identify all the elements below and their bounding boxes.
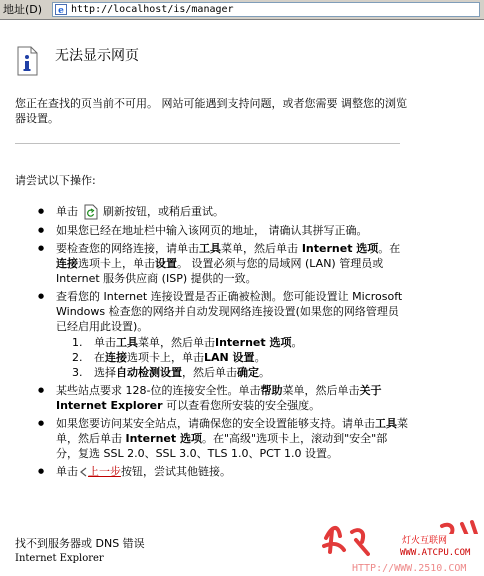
address-url: http://localhost/is/manager: [71, 4, 234, 15]
watermark-site: WWW.ATCPU.COM: [400, 548, 471, 558]
list-item: ● 查看您的 Internet 连接设置是否正确被检测。您可能设置让 Microsoft Windows 检查您的网络并自动发现网络连接设置(如果您的网络管理员已经启用此设置)。 1. 单击工具菜单，然后单击Internet 选项。 2. 在连接选项卡上，单击LAN 设置。 3. 选择自动检测设置，然后单击确定。: [36, 289, 408, 380]
watermark-title: 灯火互联网: [402, 536, 448, 546]
step-item: 2. 在连接选项卡上，单击LAN 设置。: [72, 351, 266, 364]
divider: [15, 143, 400, 144]
svg-text:e: e: [58, 6, 64, 15]
step-item: 3. 选择自动检测设置，然后单击确定。: [72, 366, 270, 379]
intro-text: 您正在查找的页当前不可用。 网站可能遇到支持问题，或者您需要 调整您的浏览器设置。: [15, 97, 407, 125]
list-item: ● 如果您要访问某安全站点，请确保您的安全设置能够支持。请单击工具菜单，然后单击 Internet 选项。在"高级"选项卡上，滚动到"安全"部分，复选 SSL 2.0、SSL 3.0、TLS 1.0、PCT 1.0 设置。: [36, 416, 408, 461]
address-bar: [0, 0, 484, 20]
steps-list: [56, 335, 408, 380]
list-item: ● 要检查您的网络连接，请单击工具菜单，然后单击 Internet 选项。在连接选项卡上，单击设置。 设置必须与您的局域网 (LAN) 管理员或 Internet 服务供应商 (ISP) 提供的一致。: [36, 241, 408, 286]
list-item: ● 某些站点要求 128-位的连接安全性。单击帮助菜单，然后单击关于 Internet Explorer 可以查看您所安装的安全强度。: [36, 383, 408, 413]
info-icon: [16, 46, 38, 76]
address-label: 地址(D): [3, 3, 43, 16]
step-item: 1. 单击工具菜单，然后单击Internet 选项。: [72, 336, 303, 349]
ie-page-icon: [55, 4, 67, 15]
refresh-icon[interactable]: [84, 204, 98, 220]
address-input[interactable]: [52, 2, 480, 17]
suggestion-list: [36, 204, 408, 482]
watermark-url: HTTP://WWW.2510.COM: [352, 563, 467, 574]
page-title: 无法显示网页: [55, 48, 139, 64]
list-item: ● 单击 刷新按钮，或稍后重试。: [36, 204, 408, 220]
app-name: Internet Explorer: [15, 553, 104, 564]
back-arrow-icon: [78, 466, 88, 478]
error-type: 找不到服务器或 DNS 错误: [15, 537, 145, 550]
back-link[interactable]: 上一步: [88, 465, 121, 478]
list-item: ● 如果您已经在地址栏中输入该网页的地址， 请确认其拼写正确。: [36, 223, 408, 238]
list-item: ● 单击 上一步按钮，尝试其他链接。: [36, 464, 408, 479]
try-heading: 请尝试以下操作:: [15, 174, 96, 187]
